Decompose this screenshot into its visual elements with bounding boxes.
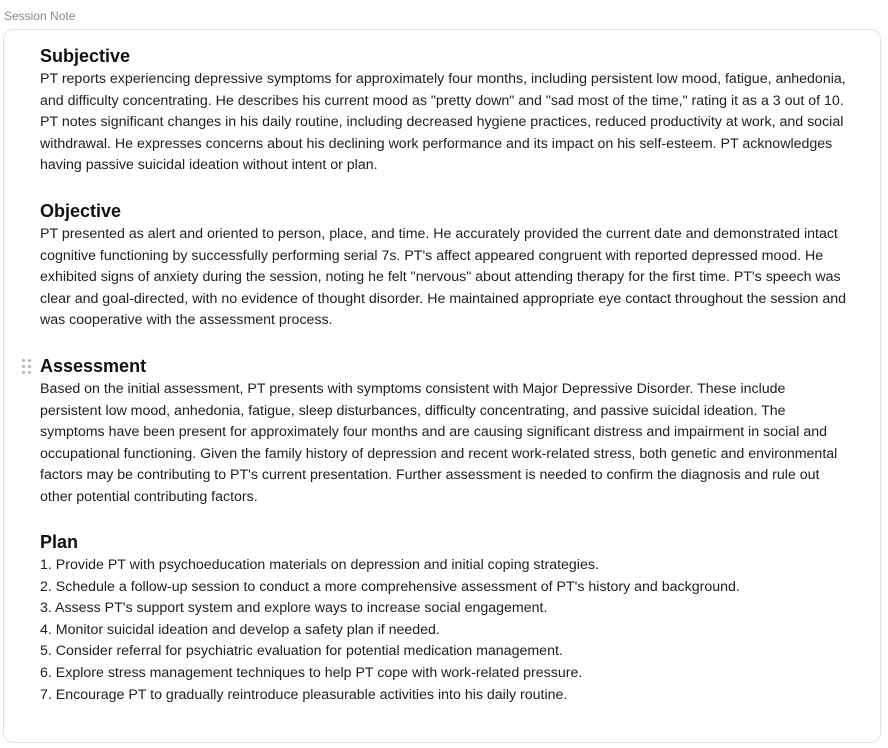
objective-body: PT presented as alert and oriented to person, place, and time. He accurately provided the current date and demonstrated intact cognitive functioning by successfully performing serial 7s. PT's affect appeared congruent with reported depressed mood. He exhibited signs of anxiety during the session, noting he felt "nervous" about attending therapy for the first time. PT's speech was clear and goal-directed, with no evidence of thought disorder. He maintained appropriate eye contact throughout the session and was cooperative with the assessment process. bbox=[40, 226, 847, 329]
plan-list bbox=[40, 555, 850, 706]
subjective-body: PT reports experiencing depressive symptoms for approximately four months, including persistent low mood, fatigue, anhedonia, and difficulty concentrating. He describes his current mood as "pretty down" and "sad most of the time," rating it as a 3 out of 10. PT notes significant changes in his daily routine, including decreased hygiene practices, reduced productivity at work, and social withdrawal. He expresses concerns about his declining work performance and its impact on his self-esteem. PT acknowledges having passive suicidal ideation without intent or plan. bbox=[40, 71, 846, 174]
plan-item: 3. Assess PT's support system and explore ways to increase social engagement. bbox=[40, 600, 548, 617]
section-plan[interactable] bbox=[40, 531, 850, 706]
plan-item: 1. Provide PT with psychoeducation materials on depression and initial coping strategies. bbox=[40, 557, 599, 573]
plan-item: 7. Encourage PT to gradually reintroduce pleasurable activities into his daily routine. bbox=[40, 686, 568, 703]
section-objective[interactable] bbox=[40, 200, 850, 332]
subjective-heading: Subjective bbox=[40, 46, 131, 66]
section-assessment[interactable] bbox=[40, 355, 850, 509]
drag-handle-icon[interactable] bbox=[22, 359, 34, 375]
objective-heading: Objective bbox=[40, 201, 122, 221]
plan-item: 5. Consider referral for psychiatric evaluation for potential medication management. bbox=[40, 643, 563, 660]
section-subjective[interactable] bbox=[40, 45, 850, 177]
plan-heading: Plan bbox=[40, 532, 79, 552]
session-note-label: Session Note bbox=[4, 9, 76, 23]
plan-item: 2. Schedule a follow-up session to conduct a more comprehensive assessment of PT's history and background. bbox=[40, 578, 740, 595]
assessment-heading: Assessment bbox=[40, 356, 147, 376]
plan-item: 4. Monitor suicidal ideation and develop a safety plan if needed. bbox=[40, 621, 440, 638]
assessment-body: Based on the initial assessment, PT presents with symptoms consistent with Major Depressive Disorder. These include persistent low mood, anhedonia, fatigue, sleep disturbances, difficulty concentrating, and passive suicidal ideation. The symptoms have been present for approximately four months and are causing significant distress and impairment in social and occupational functioning. Given the family history of depression and recent work-related stress, both genetic and environmental factors may be contributing to PT's current presentation. Further assessment is needed to confirm the diagnosis and rule out other potential contributing factors. bbox=[40, 381, 838, 505]
plan-item: 6. Explore stress management techniques to help PT cope with work-related pressure. bbox=[40, 664, 583, 681]
